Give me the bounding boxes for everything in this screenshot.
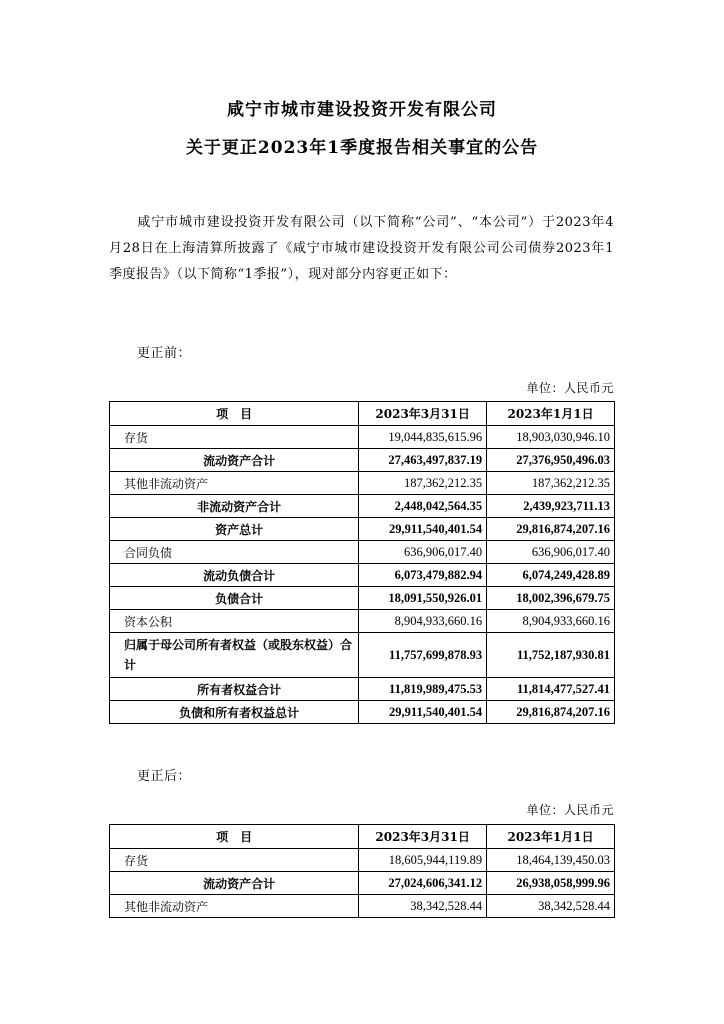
item-cell: 负债和所有者权益总计 [110,701,359,724]
item-cell: 存货 [110,849,359,872]
value-cell-mar31: 2,448,042,564.35 [359,495,487,518]
column-header: 2023年3月31日 [359,402,487,426]
column-header: 项 目 [110,825,359,849]
value-cell-mar31: 27,463,497,837.19 [359,449,487,472]
value-cell-jan1: 636,906,017.40 [487,541,615,564]
value-cell-jan1: 18,002,396,679.75 [487,587,615,610]
table-row [110,426,615,449]
column-header: 2023年1月1日 [487,825,615,849]
value-cell-mar31: 187,362,212.35 [359,472,487,495]
item-cell: 资产总计 [110,518,359,541]
item-cell: 归属于母公司所有者权益（或股东权益）合计 [110,633,359,678]
item-cell: 合同负债 [110,541,359,564]
item-cell: 其他非流动资产 [110,895,359,918]
table-row [110,518,615,541]
table-header-row [110,825,615,849]
item-cell: 流动资产合计 [110,449,359,472]
title-line-1: 咸宁市城市建设投资开发有限公司 [227,100,497,120]
table-row [110,587,615,610]
item-cell: 非流动资产合计 [110,495,359,518]
table-row [110,610,615,633]
value-cell-jan1: 2,439,923,711.13 [487,495,615,518]
table-row [110,564,615,587]
value-cell-mar31: 19,044,835,615.96 [359,426,487,449]
value-cell-mar31: 11,819,989,475.53 [359,678,487,701]
value-cell-mar31: 8,904,933,660.16 [359,610,487,633]
value-cell-mar31: 11,757,699,878.93 [359,633,487,678]
table-row [110,472,615,495]
value-cell-jan1: 29,816,874,207.16 [487,518,615,541]
item-cell: 存货 [110,426,359,449]
before-table [109,401,615,724]
column-header: 2023年3月31日 [359,825,487,849]
table-row [110,678,615,701]
table-row [110,872,615,895]
column-header: 项 目 [110,402,359,426]
after-label: 更正后： [137,769,192,784]
unit-label-after: 单位：人民币元 [526,803,614,817]
value-cell-mar31: 636,906,017.40 [359,541,487,564]
item-cell: 所有者权益合计 [110,678,359,701]
table-row [110,541,615,564]
value-cell-mar31: 18,091,550,926.01 [359,587,487,610]
after-table [109,824,615,918]
table-row [110,701,615,724]
value-cell-jan1: 27,376,950,496.03 [487,449,615,472]
item-cell: 其他非流动资产 [110,472,359,495]
value-cell-mar31: 38,342,528.44 [359,895,487,918]
table-row [110,449,615,472]
item-cell: 流动负债合计 [110,564,359,587]
before-label: 更正前： [137,346,192,361]
table-row [110,849,615,872]
value-cell-jan1: 11,752,187,930.81 [487,633,615,678]
value-cell-mar31: 29,911,540,401.54 [359,701,487,724]
value-cell-jan1: 6,074,249,428.89 [487,564,615,587]
value-cell-mar31: 27,024,606,341.12 [359,872,487,895]
column-header: 2023年1月1日 [487,402,615,426]
intro-paragraph [109,210,614,288]
value-cell-mar31: 29,911,540,401.54 [359,518,487,541]
value-cell-jan1: 18,464,139,450.03 [487,849,615,872]
intro-text: 咸宁市城市建设投资开发有限公司（以下简称“公司”、“本公司”）于2023年4月28日在上海清算所披露了《咸宁市城市建设投资开发有限公司公司债券2023年1季度报告》（以下简称“1季报”），现对部分内容更正如下： [109,215,614,282]
table-row [110,633,615,678]
unit-label-before: 单位：人民币元 [526,381,614,395]
value-cell-mar31: 6,073,479,882.94 [359,564,487,587]
value-cell-jan1: 38,342,528.44 [487,895,615,918]
table-header-row [110,402,615,426]
item-cell: 资本公积 [110,610,359,633]
value-cell-jan1: 18,903,030,946.10 [487,426,615,449]
value-cell-mar31: 18,605,944,119.89 [359,849,487,872]
table-row [110,495,615,518]
value-cell-jan1: 26,938,058,999.96 [487,872,615,895]
title-line-2: 关于更正2023年1季度报告相关事宜的公告 [185,138,539,158]
table-row [110,895,615,918]
value-cell-jan1: 29,816,874,207.16 [487,701,615,724]
value-cell-jan1: 11,814,477,527.41 [487,678,615,701]
item-cell: 流动资产合计 [110,872,359,895]
item-cell: 负债合计 [110,587,359,610]
value-cell-jan1: 187,362,212.35 [487,472,615,495]
value-cell-jan1: 8,904,933,660.16 [487,610,615,633]
